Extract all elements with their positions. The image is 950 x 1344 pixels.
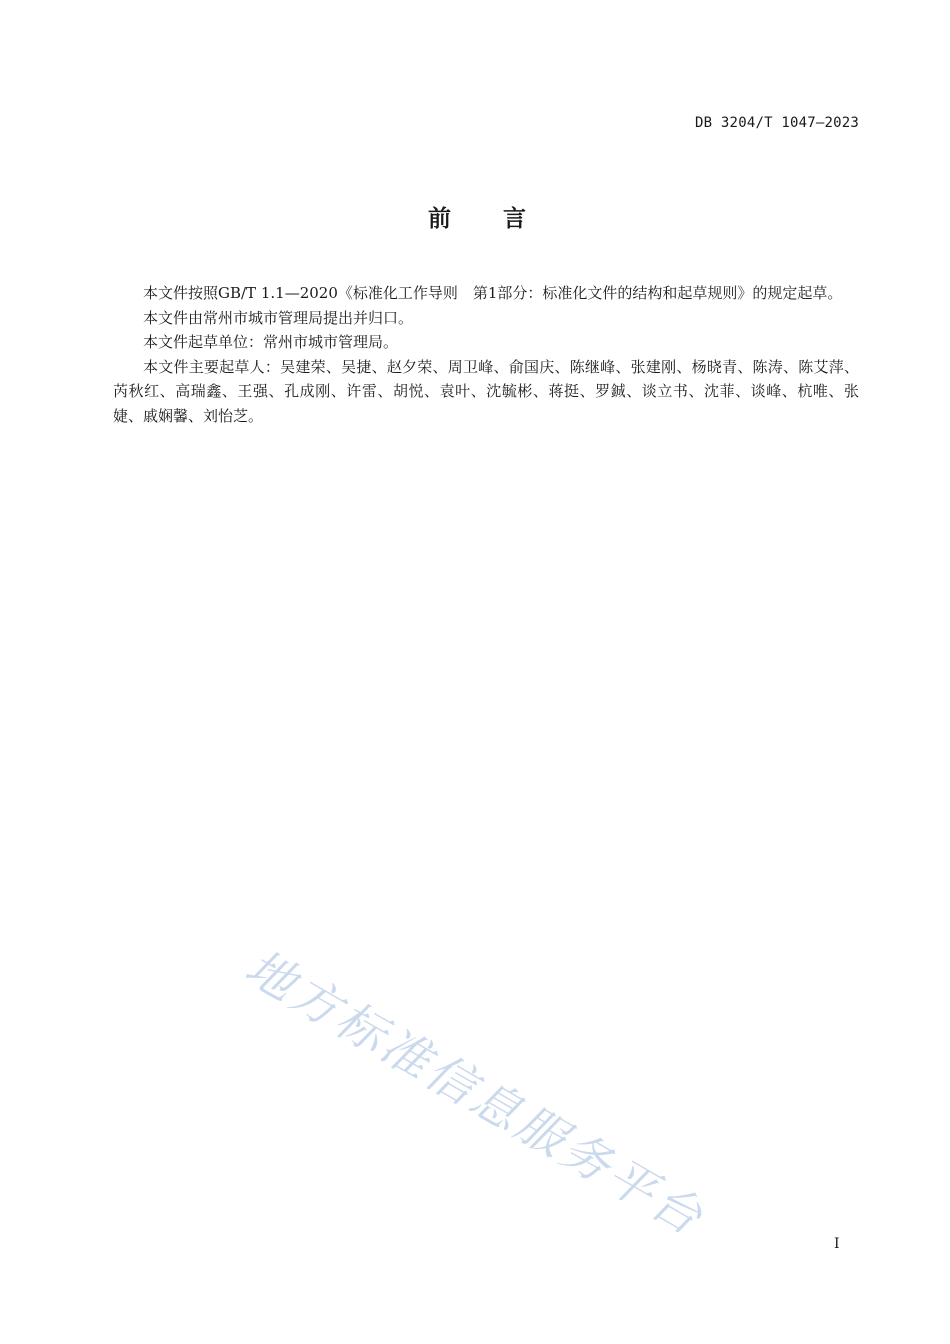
foreword-body — [113, 281, 859, 428]
paragraph-drafters: 本文件主要起草人：吴建荣、吴捷、赵夕荣、周卫峰、俞国庆、陈继峰、张建刚、杨晓青、陈涛、陈艾萍、芮秋红、高瑞鑫、王强、孔成刚、许雷、胡悦、袁叶、沈毓彬、蒋挺、罗鋮、谈立书、沈菲、谈峰、杭唯、张婕、戚娴馨、刘怡芝。 — [113, 357, 859, 425]
page-title: 前言 — [428, 206, 578, 232]
watermark: 地方标准信息服务平台 — [235, 939, 715, 1248]
page-number: I — [834, 1236, 840, 1252]
document-code: DB 3204/T 1047—2023 — [695, 115, 859, 131]
paragraph-drafting-unit: 本文件起草单位：常州市城市管理局。 — [143, 333, 399, 351]
paragraph-proposer: 本文件由常州市城市管理局提出并归口。 — [143, 308, 414, 327]
paragraph-drafting-basis: 本文件按照GB/T 1.1—2020《标准化工作导则 第1部分：标准化文件的结构和起草规则》的规定起草。 — [143, 284, 843, 302]
